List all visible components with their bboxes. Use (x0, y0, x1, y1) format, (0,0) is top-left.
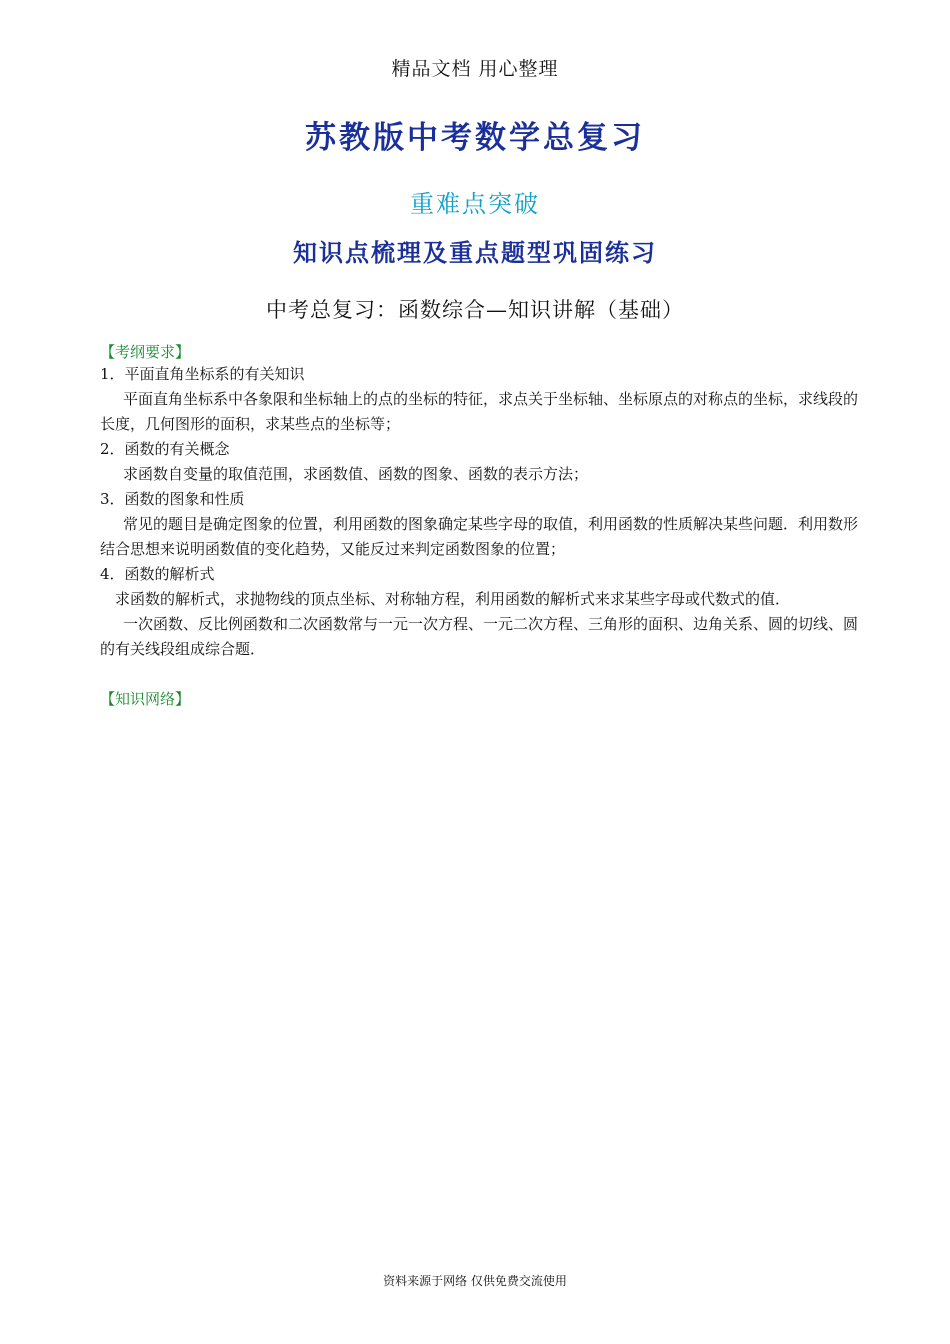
item-4-title: 4．函数的解析式 (100, 565, 215, 583)
main-title: 苏教版中考数学总复习 (305, 120, 645, 156)
requirements-body (100, 362, 858, 662)
subtitle-knowledge: 知识点梳理及重点题型巩固练习 (293, 238, 657, 267)
item-3-body: 常见的题目是确定图象的位置，利用函数的图象确定某些字母的取值，利用函数的性质解决某些问题．利用数形结合思想来说明函数值的变化趋势，又能反过来判定函数图象的位置； (100, 515, 859, 558)
subtitle-difficulty: 重难点突破 (410, 190, 540, 218)
item-1-body: 平面直角坐标系中各象限和坐标轴上的点的坐标的特征，求点关于坐标轴、坐标原点的对称点的坐标，求线段的长度，几何图形的面积，求某些点的坐标等； (100, 390, 859, 433)
item-2-title: 2．函数的有关概念 (100, 440, 230, 458)
header-tagline: 精品文档 用心整理 (391, 58, 559, 80)
lesson-title: 中考总复习：函数综合—知识讲解（基础） (266, 298, 684, 322)
footer-note: 资料来源于网络 仅供免费交流使用 (383, 1274, 567, 1288)
item-2-body: 求函数自变量的取值范围，求函数值、函数的图象、函数的表示方法； (123, 465, 589, 483)
item-3-title: 3．函数的图象和性质 (100, 490, 245, 508)
summary-paragraph: 一次函数、反比例函数和二次函数常与一元一次方程、一元二次方程、三角形的面积、边角关系、圆的切线、圆的有关线段组成综合题． (100, 615, 859, 658)
network-heading: 【知识网络】 (100, 690, 191, 708)
item-4-body: 求函数的解析式，求抛物线的顶点坐标、对称轴方程，利用函数的解析式来求某些字母或代数式的值． (115, 590, 791, 608)
item-1-title: 1．平面直角坐标系的有关知识 (100, 365, 305, 383)
requirements-heading: 【考纲要求】 (100, 343, 191, 361)
